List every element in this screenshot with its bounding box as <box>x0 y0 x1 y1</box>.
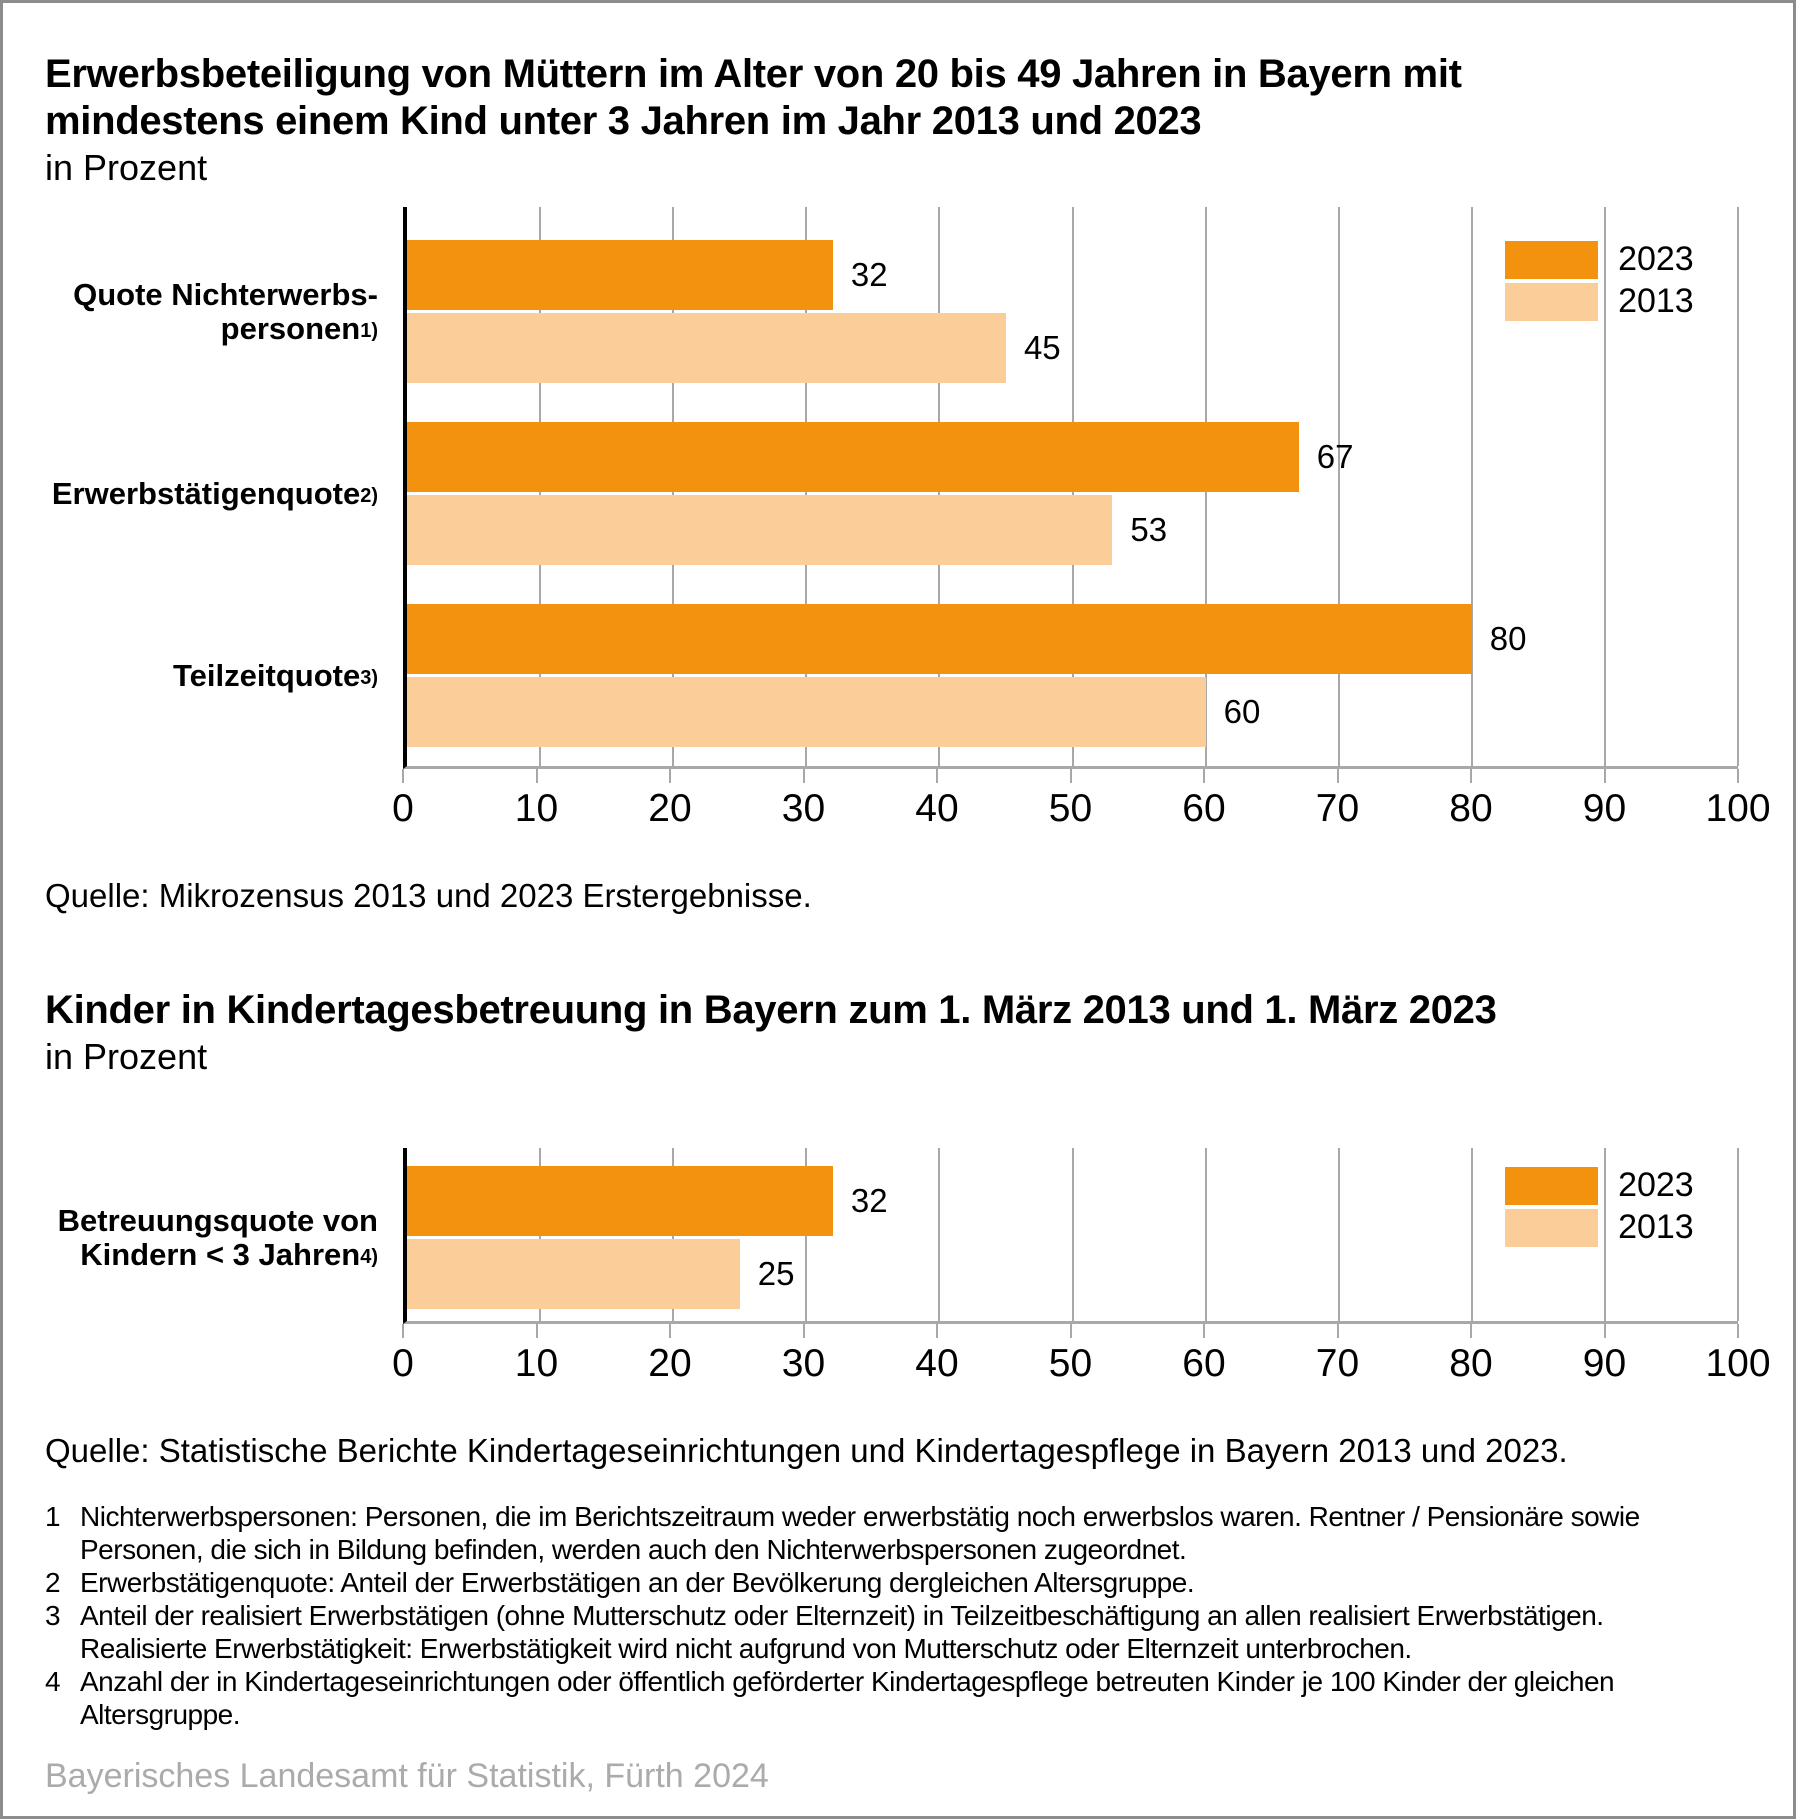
axis-tick-label: 80 <box>1449 1342 1493 1385</box>
chart-subtitle: in Prozent <box>45 147 208 188</box>
legend-item <box>1505 1166 1694 1205</box>
footnote-marker: 1) <box>360 319 378 342</box>
legend-swatch-2013 <box>1505 1209 1598 1247</box>
category-label: Quote Nichterwerbs- personen$^{1)}$ <box>73 276 378 346</box>
footnote-text: Anzahl der in Kindertageseinrichtungen oder öffentlich geförderter Kindertagespflege betreuten Kinder je 100 Kinder der gleichen Altersgruppe. <box>80 1666 1615 1730</box>
footnote-number: 1 <box>45 1501 61 1532</box>
legend <box>1505 240 1694 321</box>
legend <box>1505 1166 1694 1247</box>
footnote-text: Erwerbstätigenquote: Anteil der Erwerbstätigen an der Bevölkerung dergleichen Altersgruppe. <box>80 1567 1195 1598</box>
value-label: 53 <box>1130 511 1168 548</box>
value-label: 25 <box>757 1255 795 1292</box>
publisher-footer: Bayerisches Landesamt für Statistik, Fürth 2024 <box>45 1757 769 1795</box>
axis-tick-label: 10 <box>514 1342 559 1385</box>
bar-2023 <box>407 604 1472 674</box>
axis-tick-label: 70 <box>1315 787 1360 830</box>
value-label: 80 <box>1489 620 1527 657</box>
legend-label: 2023 <box>1618 1166 1694 1204</box>
axis-tick <box>1070 769 1072 783</box>
plot-wrapper <box>392 207 1771 835</box>
legend-label: 2013 <box>1618 282 1694 320</box>
category-label: Erwerbstätigenquote$^{2)}$ <box>51 475 378 511</box>
axis-tick <box>936 1324 938 1338</box>
axis-tick-label: 100 <box>1705 1342 1771 1385</box>
bar-row <box>407 1239 1738 1309</box>
axis-tick-label: 30 <box>781 1342 826 1385</box>
legend-item <box>1505 1208 1694 1247</box>
axis-tick <box>402 1324 404 1338</box>
axis-tick-label: 40 <box>915 1342 959 1385</box>
bar-chart <box>45 207 1771 835</box>
axis-tick-label: 90 <box>1582 787 1627 830</box>
footnotes-block <box>45 1500 1738 1731</box>
plot-area <box>403 207 1738 769</box>
bar-2013 <box>407 313 1006 383</box>
axis-tick <box>1470 1324 1472 1338</box>
chart-subtitle: in Prozent <box>45 1036 208 1077</box>
legend-item <box>1505 282 1694 321</box>
value-label: 32 <box>850 256 888 293</box>
axis-tick <box>1337 1324 1339 1338</box>
axis-tick <box>1470 769 1472 783</box>
legend-label: 2023 <box>1618 240 1694 278</box>
bar-row <box>407 495 1738 565</box>
axis-tick <box>669 769 671 783</box>
axis-tick <box>1604 1324 1606 1338</box>
axis-tick-label: 50 <box>1048 787 1093 830</box>
bar-row <box>407 604 1738 674</box>
bar-2013 <box>407 1239 740 1309</box>
footnote-text: Nichterwerbspersonen: Personen, die im Berichtszeitraum weder erwerbstätig noch erwerbslos waren. Rentner / Pensionäre sowie Personen, die sich in Bildung befinden, werden auch den Nichterwerbspersonen zugeordnet. <box>80 1501 1640 1565</box>
footnote <box>45 1566 1738 1599</box>
chart-title: Erwerbsbeteiligung von Müttern im Alter von 20 bis 49 Jahren in Bayern mit mindestens einem Kind unter 3 Jahren im Jahr 2013 und 2023 <box>45 52 1462 143</box>
axis-tick <box>803 769 805 783</box>
axis-tick-label: 70 <box>1315 1342 1360 1385</box>
footnote <box>45 1665 1738 1731</box>
axis-tick <box>536 1324 538 1338</box>
category-axis-labels <box>45 1148 403 1390</box>
axis-tick-label: 40 <box>915 787 959 830</box>
legend-swatch-2023 <box>1505 241 1598 279</box>
chart-title: Kinder in Kindertagesbetreuung in Bayern zum 1. März 2013 und 1. März 2023 <box>45 988 1497 1032</box>
axis-tick-label: 50 <box>1048 1342 1093 1385</box>
footnote-number: 4 <box>45 1666 61 1697</box>
footnote-marker: 3) <box>360 666 378 689</box>
axis-tick-label: 20 <box>648 1342 692 1385</box>
axis-tick-label: 100 <box>1705 787 1771 830</box>
bar-2023 <box>407 422 1299 492</box>
plot-area <box>403 1148 1738 1324</box>
plot-wrapper <box>392 1148 1771 1390</box>
axis-tick-label: 90 <box>1582 1342 1627 1385</box>
legend-label: 2013 <box>1618 1208 1694 1246</box>
axis-tick-label: 80 <box>1449 787 1493 830</box>
axis-tick-label: 30 <box>781 787 826 830</box>
axis-tick-label: 10 <box>514 787 559 830</box>
x-axis-tick-labels <box>392 785 1771 835</box>
source-note: Quelle: Statistische Berichte Kindertageseinrichtungen und Kindertagespflege in Bayern 2013 und 2023. <box>45 1432 1568 1469</box>
value-label: 32 <box>850 1182 888 1219</box>
bar-2013 <box>407 495 1112 565</box>
x-axis-ticks <box>403 769 1738 785</box>
footnote <box>45 1599 1738 1665</box>
footnote-marker: 2) <box>360 484 378 507</box>
bar-2013 <box>407 677 1206 747</box>
axis-tick <box>1737 769 1739 783</box>
axis-tick-label: 60 <box>1182 1342 1226 1385</box>
axis-tick <box>936 769 938 783</box>
footnote-text: Anteil der realisiert Erwerbstätigen (ohne Mutterschutz oder Elternzeit) in Teilzeitbeschäftigung an allen realisiert Erwerbstätigen. Realisierte Erwerbstätigkeit: Erwerbstätigkeit wird nicht aufgrund von Mutterschutz oder Elternzeit unterbrochen. <box>80 1600 1604 1664</box>
chart-section-childcare <box>45 987 1771 1470</box>
legend-swatch-2013 <box>1505 283 1598 321</box>
axis-tick-label: 0 <box>392 1342 414 1385</box>
source-note: Quelle: Mikrozensus 2013 und 2023 Erstergebnisse. <box>45 877 812 914</box>
bar-row <box>407 313 1738 383</box>
footnote <box>45 1500 1738 1566</box>
axis-tick-label: 60 <box>1182 787 1226 830</box>
value-label: 60 <box>1223 693 1261 730</box>
category-label: Betreuungsquote von Kindern < 3 Jahren$^{4)}$ <box>57 1202 378 1272</box>
x-axis-ticks <box>403 1324 1738 1340</box>
axis-tick <box>1337 769 1339 783</box>
bar-row <box>407 677 1738 747</box>
axis-tick <box>1203 769 1205 783</box>
legend-item <box>1505 240 1694 279</box>
bar-row <box>407 422 1738 492</box>
x-axis-tick-labels <box>392 1340 1771 1390</box>
bar-2023 <box>407 1166 833 1236</box>
axis-tick <box>1070 1324 1072 1338</box>
footnote-number: 2 <box>45 1567 61 1598</box>
footnote-number: 3 <box>45 1600 61 1631</box>
bar-chart <box>45 1148 1771 1390</box>
bar-2023 <box>407 240 833 310</box>
axis-tick <box>536 769 538 783</box>
category-label: Teilzeitquote$^{3)}$ <box>173 657 378 693</box>
axis-tick <box>1737 1324 1739 1338</box>
value-label: 67 <box>1316 438 1354 475</box>
axis-tick-label: 0 <box>392 787 414 830</box>
axis-tick <box>402 769 404 783</box>
value-label: 45 <box>1023 329 1061 366</box>
axis-tick <box>1604 769 1606 783</box>
footnote-marker: 4) <box>360 1245 378 1268</box>
chart-section-mothers-employment <box>45 51 1771 915</box>
category-axis-labels <box>45 207 403 835</box>
axis-tick <box>669 1324 671 1338</box>
axis-tick-label: 20 <box>648 787 692 830</box>
legend-swatch-2023 <box>1505 1167 1598 1205</box>
axis-tick <box>1203 1324 1205 1338</box>
axis-tick <box>803 1324 805 1338</box>
